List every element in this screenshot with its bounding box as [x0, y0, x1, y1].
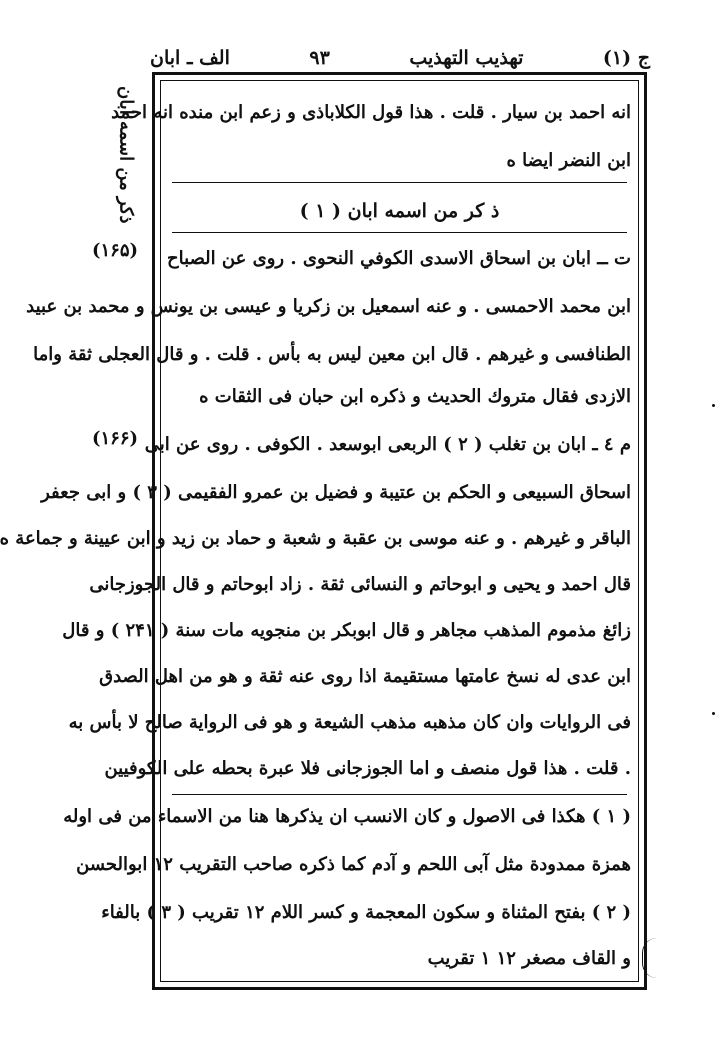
footnote-divider [172, 794, 627, 795]
entry-line: . قلت . هذا قول منصف و اما الجوزجانى فلا عبرة بحطه على الكوفيين [104, 758, 631, 779]
footnote-line: و القاف مصغر ۱۲ ۱ تقريب [427, 948, 631, 969]
scan-speck [712, 404, 715, 407]
entry-line: فى الروايات وان كان مذهبه مذهب الشيعة و هو فى الرواية صالح لا بأس به [68, 712, 631, 733]
volume-label: ج (۱) [602, 47, 650, 69]
footnote-line: ( ۱ ) هكذا فى الاصول و كان الانسب ان يذكرها هنا من الاسماء من فى اوله [63, 806, 631, 827]
margin-number-2: (۱۶۶) [92, 428, 139, 449]
entry-line: زائغ مذموم المذهب مجاهر و قال ابوبكر بن منجويه مات سنة ( ۲۴۱ ) و قال [62, 620, 631, 641]
entry-line: ابن محمد الاحمسى . و عنه اسمعيل بن زكريا و عيسى بن يونس و محمد بن عبيد [26, 296, 631, 317]
page-number: ۹۳ [309, 47, 330, 69]
divider [172, 182, 627, 183]
entry-line: الباقر و غيرهم . و عنه موسى بن عقبة و شعبة و حماد بن زيد و ابن عيينة و جماعة ه [0, 528, 631, 549]
section-label: الف ـ ابان [150, 47, 230, 69]
scan-speck [712, 712, 715, 715]
footnote-line: همزة ممدودة مثل آبى اللحم و آدم كما ذكره صاحب التقريب ۱۲ ابوالحسن [76, 854, 631, 875]
margin-number-1: (۱۶۵) [92, 240, 139, 261]
section-heading: ذ كر من اسمه ابان ( ۱ ) [299, 200, 500, 222]
entry-line: قال احمد و يحيى و ابوحاتم و النسائى ثقة . زاد ابوحاتم و قال الجوزجانى [89, 574, 631, 595]
entry-line: اسحاق السبيعى و الحكم بن عتيبة و فضيل بن عمرو الفقيمى ( ۳ ) و ابى جعفر [41, 482, 631, 503]
text-line: ابن النضر ايضا ه [506, 150, 631, 171]
footnote-line: ( ۲ ) بفتح المثناة و سكون المعجمة و كسر اللام ۱۲ تقريب ( ۳ ) بالفاء [101, 902, 631, 923]
side-title: ذكر من اسمه ابان [115, 86, 137, 224]
divider [172, 232, 627, 233]
entry-line: الازدى فقال متروك الحديث و ذكره ابن حبان فى الثقات ه [199, 386, 631, 407]
margin-bracket [642, 938, 657, 978]
text-line: انه احمد بن سيار . قلت . هذا قول الكلاباذى و زعم ابن منده انه احمد [111, 102, 631, 123]
entry-line: ابن عدى له نسخ عامتها مستقيمة اذا روى عنه ثقة و هو من اهل الصدق [99, 666, 631, 687]
entry-line: م ٤ ـ ابان بن تغلب ( ۲ ) الربعى ابوسعد . الكوفى . روى عن ابى [144, 434, 631, 455]
entry-line: ت ــ ابان بن اسحاق الاسدى الكوفي النحوى . روى عن الصباح [167, 248, 631, 269]
book-title: تهذيب التهذيب [409, 47, 524, 69]
entry-line: الطنافسى و غيرهم . قال ابن معين ليس به بأس . قلت . و قال العجلى ثقة واما [33, 344, 631, 365]
